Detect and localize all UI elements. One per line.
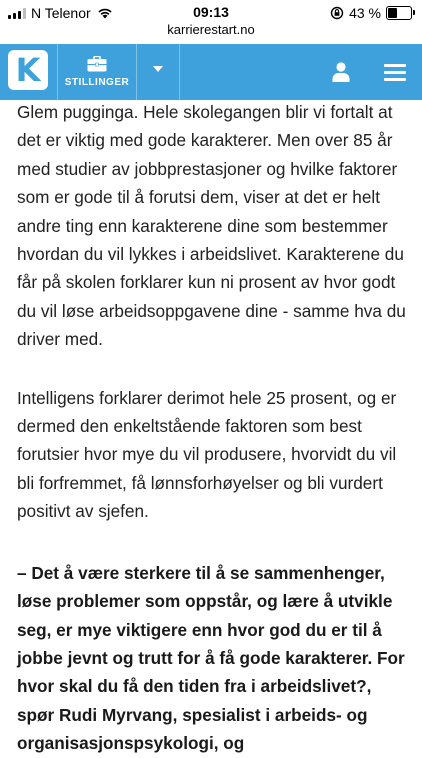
user-icon — [332, 62, 350, 82]
status-right — [330, 5, 412, 21]
address-bar-url[interactable]: karrierestart.no — [167, 22, 255, 37]
caret-down-icon — [153, 66, 163, 72]
site-logo[interactable] — [8, 50, 48, 90]
carrier-name: N Telenor — [31, 5, 91, 21]
article-paragraph: Intelligens forklarer derimot hele 25 prosent, og er dermed den enkeltstående faktoren som best forutsier hvor mye du vil produsere, hvorvidt du vil bli forfremmet, få lønnsforhøyelser og bli vurdert positivt av sjefen. — [17, 387, 397, 522]
battery-icon — [386, 6, 412, 20]
status-bar — [0, 0, 422, 44]
battery-percentage: 43 % — [349, 5, 381, 21]
jobs-menu-button[interactable] — [58, 44, 136, 100]
battery-level — [388, 8, 397, 18]
jobs-dropdown-toggle[interactable] — [137, 44, 179, 100]
article-body — [17, 98, 412, 758]
status-time: 09:13 — [193, 4, 229, 20]
site-navbar — [0, 44, 422, 100]
hamburger-menu-button[interactable] — [374, 44, 416, 100]
article-quote: – Det å være sterkere til å se sammenhenger, løse problemer som oppstår, og lære å utvikle seg, er mye viktigere enn hvor god du er til å jobbe jevnt og trutt for å få gode karakterer. For hvor skal du få den tiden fra i arbeidslivet?, spør Rudi Myrvang, spesialist i arbeids- og organisasjonspsykologi, og — [17, 562, 405, 754]
hamburger-icon — [384, 60, 406, 85]
briefcase-icon — [87, 56, 107, 72]
article-paragraph: Glem pugginga. Hele skolegangen blir vi fortalt at det er viktig med gode karakterer. Men over 85 år med studier av jobbprestasjoner og hvilke faktorer som er gode til å forutsi dem, viser at det er helt andre ting enn karakterene dine som bestemmer hvordan du vil lykkes i arbeidslivet. Karakterene du får på skolen forklarer kun ni prosent av hvor godt du vil løse arbeidsoppgavene dine - samme hva du driver med. — [17, 102, 406, 350]
logo-letter: K — [15, 51, 41, 89]
user-account-button[interactable] — [322, 44, 360, 100]
jobs-menu-label: STILLINGER — [64, 77, 130, 88]
nav-divider — [179, 44, 180, 100]
rotation-lock-icon — [330, 6, 344, 20]
